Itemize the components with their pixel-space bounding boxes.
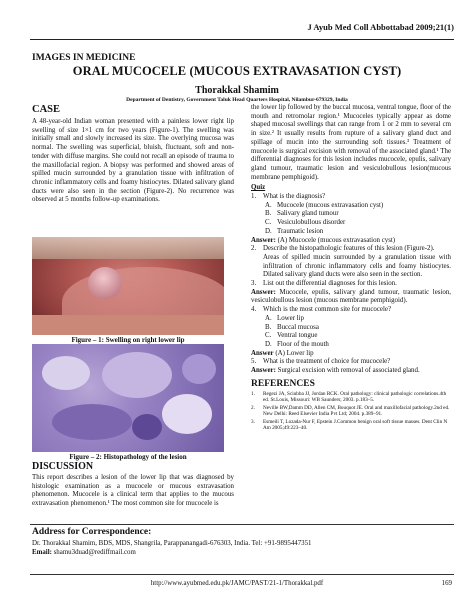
- reference-item: [251, 419, 451, 432]
- quiz-option: [251, 228, 451, 237]
- reference-number: 1.: [251, 390, 255, 397]
- quiz-question-5: [251, 358, 451, 367]
- answer-label: Answer: [251, 349, 274, 357]
- author-affiliation: Department of Dentistry, Government Taluk Head Quarters Hospital, Nilambur-679329, India: [126, 97, 348, 103]
- case-text: A 48-year-old Indian woman presented with a painless lower right lip swelling of size 1×1 cm for two years (Figure-1). The swelling was initially small and slowly increased its size. The overlying mucosa was normal. The swelling was superficial, bluish, fluctuant, soft and non-tender with diffuse margins. She could not recall an episode of trauma to the maxillofacial region. A biopsy was performed and showed areas of spilled mucin surrounded by a granulation tissue with infiltration of chronic inflammatory cells and foamy histiocytes. Dilated salivary gland ducts were also seen in the section (Figure-2). No recurrence was observed at 5 months follow-up examinations.: [32, 118, 234, 204]
- granulation-tissue: [52, 404, 132, 440]
- discussion-text: This report describes a lesion of the lower lip that was diagnosed by histologic examination as a mucocele or mucous extravasation phenomenon. Mucocele is a clinical term that applies to the mucous extravasation phenomenon.¹ The most common site for mucocele is: [32, 474, 234, 508]
- quiz-question-3: [251, 280, 451, 289]
- teeth-region: [32, 237, 224, 259]
- journal-citation: J Ayub Med Coll Abbottabad 2009;21(1): [307, 22, 454, 32]
- quiz-option: [251, 341, 451, 350]
- answer-5: [251, 367, 451, 376]
- reference-number: 3.: [251, 418, 255, 425]
- quiz-question-2: [251, 245, 451, 254]
- answer-label: Answer:: [251, 288, 276, 296]
- question-text: What is the treatment of choice for mucocele?: [263, 358, 391, 366]
- correspondence-heading: Address for Correspondence:: [32, 527, 152, 537]
- answer-text: Mucocele, epulis, salivary gland tumour, traumatic lesion, vesiculobullous lesion (mucous membrane pemphigoid).: [251, 288, 451, 305]
- question-number: 4.: [251, 306, 257, 314]
- option-text: Buccal mucosa: [277, 323, 319, 331]
- option-letter: B.: [265, 323, 272, 331]
- email-label: Email:: [32, 549, 52, 556]
- footer-divider: [30, 574, 454, 575]
- option-text: Mucocele (mucous extravasation cyst): [277, 201, 384, 209]
- answer-label: Answer:: [251, 367, 276, 375]
- question-number: 5.: [251, 358, 257, 366]
- question-text: Which is the most common site for mucocele?: [263, 306, 392, 314]
- reference-item: [251, 405, 451, 418]
- figure-2-histopathology: [32, 344, 224, 452]
- answer-2: Areas of spilled mucin surrounded by a granulation tissue with infiltration of chronic inflammatory cells and foamy histiocytes. Dilated salivary gland ducts were also seen in the section.: [263, 253, 451, 279]
- quiz-option: [251, 219, 451, 228]
- option-text: Floor of the mouth: [277, 340, 329, 348]
- article-title: ORAL MUCOCELE (MUCOUS EXTRAVASATION CYST): [72, 64, 402, 78]
- quiz-option: [251, 315, 451, 324]
- option-letter: D.: [265, 227, 272, 235]
- correspondence-divider: [30, 524, 454, 525]
- option-text: Traumatic lesion: [277, 227, 324, 235]
- correspondence-email: [32, 549, 136, 556]
- option-text: Ventral tongue: [277, 332, 318, 340]
- quiz-question-4: [251, 306, 451, 315]
- reference-item: [251, 391, 451, 404]
- inflammatory-cells: [132, 414, 162, 440]
- answer-3: [251, 289, 451, 306]
- reference-text: Neville BW,Damm DD, Allen CM, Bouquot JE. Oral and maxillofacial pathology.2nd ed. New Delhi: Reed Elsevier India Pvt Ltd; 2004. p.389–91.: [263, 404, 450, 418]
- question-number: 3.: [251, 280, 257, 288]
- reference-number: 2.: [251, 404, 255, 411]
- discussion-heading: DISCUSSION: [32, 461, 94, 472]
- discussion-section: [32, 461, 234, 509]
- references-heading: REFERENCES: [251, 378, 315, 389]
- header-divider: [30, 39, 454, 40]
- quiz-option: [251, 332, 451, 341]
- figure-1-clinical-photo: [32, 237, 224, 335]
- option-letter: B.: [265, 210, 272, 218]
- answer-label: Answer:: [251, 236, 276, 244]
- left-column: [32, 104, 234, 205]
- option-letter: D.: [265, 340, 272, 348]
- dilated-duct: [162, 394, 212, 434]
- chin-skin: [32, 315, 224, 335]
- quiz-option: [251, 202, 451, 211]
- answer-text: (A) Lower lip: [273, 349, 314, 357]
- mucin-pool: [42, 356, 90, 390]
- question-text: Describe the histopathologic features of this lesion (Figure-2).: [263, 245, 435, 253]
- question-text: What is the diagnosis?: [263, 193, 326, 201]
- mucin-pool: [102, 352, 172, 398]
- option-letter: A.: [265, 314, 272, 322]
- section-label: IMAGES IN MEDICINE: [32, 53, 136, 63]
- case-heading: CASE: [32, 104, 61, 115]
- quiz-question-1: [251, 193, 451, 202]
- question-text: List out the differential diagnoses for this lesion.: [263, 280, 397, 288]
- discussion-continuation: the lower lip followed by the buccal mucosa, ventral tongue, floor of the mouth and retromolar region.¹ Mucoceles typically appear as dome shaped mucosal swellings that can range from 1 or 2 mm to several cm in size.² It usually results from rupture of a salivary gland duct and spillage of mucin into the surrounding soft tissues.³ Treatment of mucocele is surgical excision with removal of the associated gland.¹ The differential diagnoses for this lesion includes mucocele, epulis, salivary gland tumour, traumatic lesion and vesiculobullous lesion(mucous membrane pemphigoid).: [251, 104, 451, 181]
- answer-text: Surgical excision with removal of associated gland.: [275, 367, 420, 375]
- question-number: 1.: [251, 193, 257, 201]
- email-address[interactable]: shamu3duad@rediffmail.com: [51, 549, 136, 556]
- article-url[interactable]: http://www.ayubmed.edu.pk/JAMC/PAST/21-1/Thorakkal.pdf: [150, 580, 324, 587]
- answer-1: [251, 237, 451, 246]
- option-text: Lower lip: [277, 314, 304, 322]
- page-number: 169: [441, 580, 452, 587]
- mucocele-swelling: [88, 267, 122, 299]
- correspondence-address: Dr. Thorakkal Shamim, BDS, MDS, Shangrila, Parappanangadi-676303, India. Tel: +91-9895447351: [32, 540, 312, 547]
- option-letter: A.: [265, 201, 272, 209]
- answer-4: [251, 350, 451, 359]
- option-letter: C.: [265, 332, 272, 340]
- author-name: Thorakkal Shamim: [195, 85, 279, 96]
- reference-text: Esmeili T, Lozada-Nur F, Epstein J.Common benign oral soft tissue masses. Dent Clin N Am 2005;49:223–40.: [263, 418, 448, 432]
- right-column: [251, 104, 451, 432]
- answer-text: (A) Mucocele (mucous extravasation cyst): [275, 236, 396, 244]
- reference-text: Regezi JA, Sciubba JJ, Jordan RCK. Oral pathology: clinical pathologic correlations.4th ed. St.Louis, Missouri: WB Saunders; 2003. p.183–5.: [263, 390, 447, 404]
- option-letter: C.: [265, 219, 272, 227]
- option-text: Salivary gland tumour: [277, 210, 339, 218]
- option-text: Vesiculobullous disorder: [277, 219, 346, 227]
- question-number: 2.: [251, 245, 257, 253]
- quiz-option: [251, 210, 451, 219]
- quiz-option: [251, 324, 451, 333]
- figure-1-caption: Figure – 1: Swelling on right lower lip: [71, 336, 185, 344]
- histiocytes: [182, 354, 216, 384]
- quiz-heading: Quiz: [251, 184, 266, 192]
- figure-2-caption: Figure – 2: Histopathology of the lesion: [69, 453, 187, 461]
